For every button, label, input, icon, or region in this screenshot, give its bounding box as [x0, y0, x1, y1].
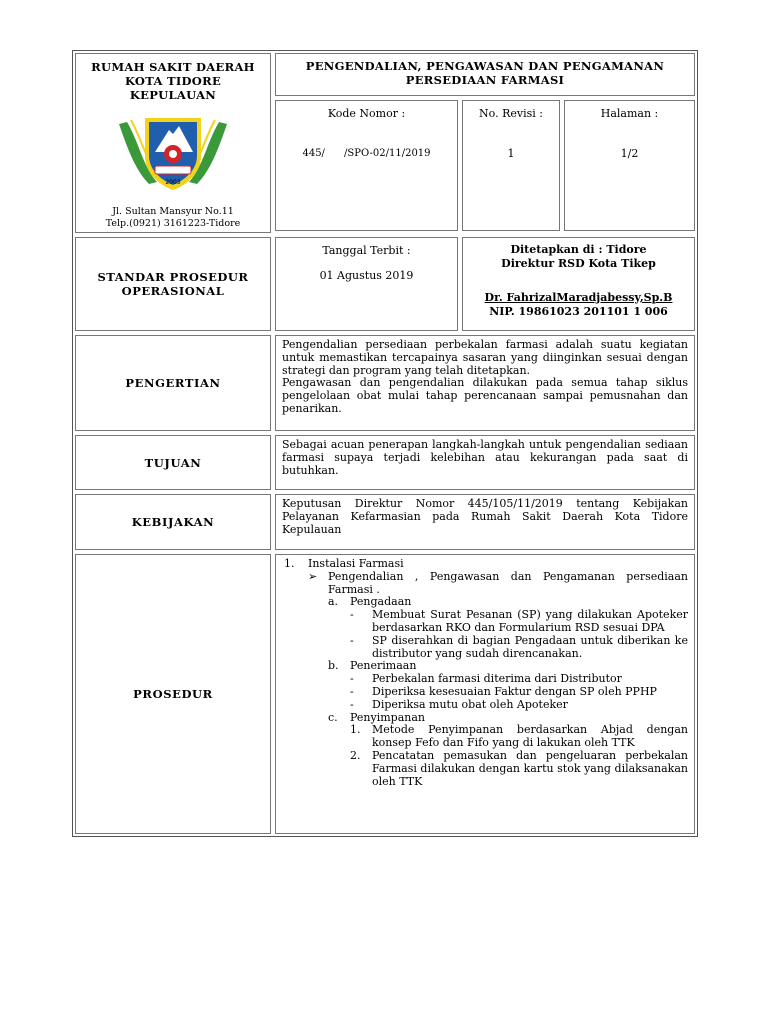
address-line-2: Telp.(0921) 3161223-Tidore	[105, 218, 241, 229]
no-revisi-cell	[462, 100, 560, 231]
address-line-1: Jl. Sultan Mansyur No.11	[112, 206, 234, 217]
prosedur-row	[73, 552, 697, 836]
kode-nomor-cell	[275, 100, 458, 231]
pengertian-label: PENGERTIAN	[75, 335, 271, 431]
prosedur-item-1: 1. Instalasi Farmasi	[284, 557, 404, 570]
prosedur-label: PROSEDUR	[75, 554, 271, 834]
kebijakan-row	[73, 492, 697, 552]
kode-nomor-label: Kode Nomor :	[327, 107, 406, 120]
prosedur-arrow-item: ➢ Pengendalian , Pengawasan dan Pengamanan persediaan Farmasi .	[308, 569, 688, 596]
prosedur-c-item: 2. Pencatatan pemasukan dan pengeluaran perbekalan Farmasi dilakukan dengan kartu stok yang dilaksanakan oleh TTK	[350, 748, 688, 788]
prosedur-a: a. Pengadaan	[328, 595, 412, 609]
halaman-label: Halaman :	[600, 107, 659, 120]
pengertian-paragraph-1: Pengendalian persediaan perbekalan farmasi adalah suatu kegiatan untuk memastikan tercapainya sasaran yang diinginkan sesuai dengan strategi dan program yang telah ditetapkan.	[282, 338, 688, 377]
tujuan-content: Sebagai acuan penerapan langkah-langkah untuk pengendalian sediaan farmasi supaya terjadi kelebihan atau kekurangan pada saat di butuhkan.	[275, 435, 695, 490]
hospital-name: RUMAH SAKIT DAERAH KOTA TIDORE KEPULAUAN	[91, 60, 255, 102]
no-revisi-label: No. Revisi :	[479, 107, 543, 120]
hospital-cell	[75, 53, 271, 233]
prosedur-c-item: 1. Metode Penyimpanan berdasarkan Abjad dengan konsep Fefo dan Fifo yang di lakukan oleh TTK	[350, 723, 688, 750]
tanggal-terbit-value: 01 Agustus 2019	[319, 269, 414, 282]
pengertian-content	[275, 335, 695, 431]
hospital-logo-icon	[109, 112, 237, 192]
hospital-address	[76, 206, 270, 230]
title-block	[273, 51, 697, 235]
prosedur-b-item: - Diperiksa mutu obat oleh Apoteker	[350, 697, 568, 711]
pengertian-row	[73, 333, 697, 433]
prosedur-a-item: - Membuat Surat Pesanan (SP) yang dilakukan Apoteker berdasarkan RKO dan Formularium RSD sesuai DPA	[350, 608, 688, 634]
prosedur-b: b. Penerimaan	[328, 659, 417, 673]
ditetapkan-cell	[462, 237, 695, 331]
tujuan-label: TUJUAN	[75, 435, 271, 490]
signer-nip: NIP. 19861023 201101 1 006	[489, 305, 668, 318]
meta-row	[273, 98, 697, 235]
pengertian-paragraph-2: Pengawasan dan pengendalian dilakukan pada semua tahap siklus pengelolaan obat mulai tahap perencanaan sampai pemusnahan dan penarikan.	[282, 376, 688, 415]
halaman-cell	[564, 100, 695, 231]
signer-name: Dr. FahrizalMaradjabessy,Sp.B	[484, 291, 673, 304]
tanggal-terbit-label: Tanggal Terbit :	[322, 244, 411, 257]
ditetapkan-title: Direktur RSD Kota Tikep	[501, 257, 656, 270]
halaman-value: 1/2	[620, 147, 639, 160]
prosedur-c: c. Penyimpanan	[328, 710, 425, 724]
document-title: PENGENDALIAN, PENGAWASAN DAN PENGAMANAN PERSEDIAAN FARMASI	[275, 53, 695, 96]
prosedur-content	[275, 554, 695, 834]
tanggal-terbit-cell	[275, 237, 458, 331]
tujuan-row	[73, 433, 697, 492]
arrow-bullet-icon: ➢	[308, 569, 318, 583]
no-revisi-value: 1	[507, 147, 515, 160]
header-row	[73, 51, 697, 235]
logo-year: 2003	[165, 179, 181, 186]
kebijakan-content: Keputusan Direktur Nomor 445/105/11/2019 tentang Kebijakan Pelayanan Kefarmasian pada Rumah Sakit Daerah Kota Tidore Kepulauan	[275, 494, 695, 550]
sop-type-label: STANDAR PROSEDUR OPERASIONAL	[75, 237, 271, 331]
prosedur-b-item: - Diperiksa kesesuaian Faktur dengan SP oleh PPHP	[350, 684, 657, 698]
ditetapkan-location: Ditetapkan di : Tidore	[510, 243, 647, 256]
standard-row	[73, 235, 697, 333]
kode-nomor-value: 445/ /SPO-02/11/2019	[302, 148, 431, 159]
hospital-logo	[76, 112, 270, 192]
kebijakan-label: KEBIJAKAN	[75, 494, 271, 550]
prosedur-b-item: - Perbekalan farmasi diterima dari Distributor	[350, 672, 622, 686]
sop-document	[72, 50, 698, 837]
prosedur-a-item: - SP diserahkan di bagian Pengadaan untuk diberikan ke distributor yang sudah direncanakan.	[350, 633, 688, 660]
